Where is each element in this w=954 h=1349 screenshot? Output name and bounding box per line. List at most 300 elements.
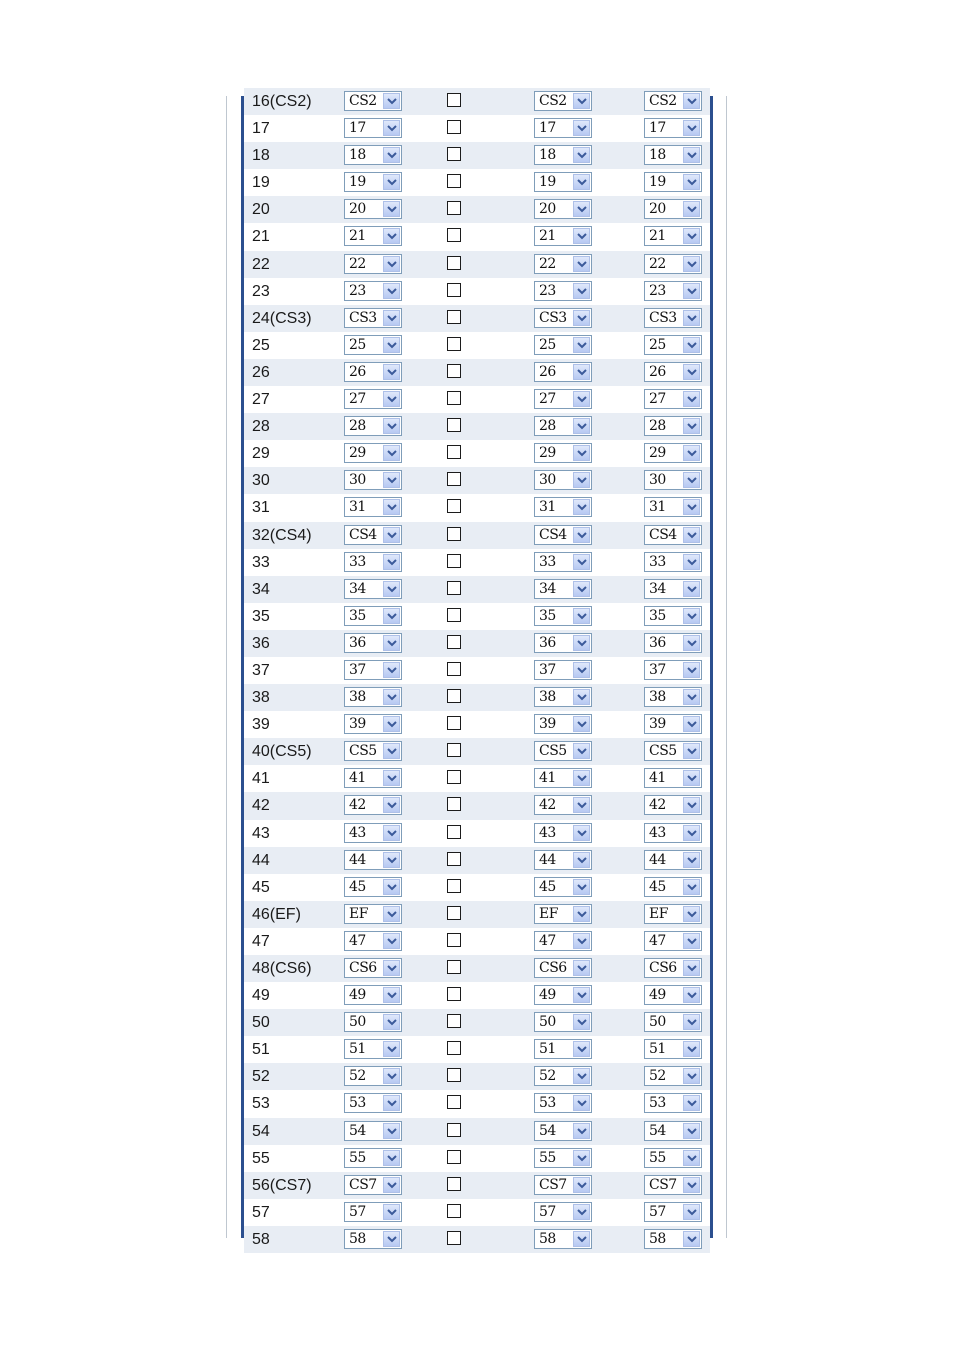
chevron-down-icon[interactable] [383, 472, 400, 488]
chevron-down-icon[interactable] [683, 852, 700, 868]
translate-select[interactable] [344, 389, 402, 409]
chevron-down-icon[interactable] [383, 852, 400, 868]
chevron-down-icon[interactable] [573, 960, 590, 976]
classify-checkbox[interactable] [447, 662, 461, 676]
egress-remap-dp1-select[interactable] [644, 91, 702, 111]
chevron-down-icon[interactable] [683, 201, 700, 217]
egress-remap-dp0-select[interactable] [534, 1039, 592, 1059]
egress-remap-dp1-select[interactable] [644, 443, 702, 463]
chevron-down-icon[interactable] [573, 1177, 590, 1193]
chevron-down-icon[interactable] [383, 445, 400, 461]
egress-remap-dp1-select[interactable] [644, 823, 702, 843]
classify-checkbox[interactable] [447, 879, 461, 893]
translate-select[interactable] [344, 850, 402, 870]
classify-checkbox[interactable] [447, 1095, 461, 1109]
classify-checkbox[interactable] [447, 635, 461, 649]
chevron-down-icon[interactable] [573, 770, 590, 786]
chevron-down-icon[interactable] [573, 228, 590, 244]
chevron-down-icon[interactable] [683, 364, 700, 380]
chevron-down-icon[interactable] [573, 743, 590, 759]
chevron-down-icon[interactable] [573, 527, 590, 543]
chevron-down-icon[interactable] [683, 1231, 700, 1247]
classify-checkbox[interactable] [447, 256, 461, 270]
translate-select[interactable] [344, 1229, 402, 1249]
translate-select[interactable] [344, 281, 402, 301]
chevron-down-icon[interactable] [573, 608, 590, 624]
chevron-down-icon[interactable] [383, 147, 400, 163]
egress-remap-dp1-select[interactable] [644, 1093, 702, 1113]
translate-select[interactable] [344, 714, 402, 734]
chevron-down-icon[interactable] [683, 1177, 700, 1193]
translate-select[interactable] [344, 497, 402, 517]
translate-select[interactable] [344, 931, 402, 951]
translate-select[interactable] [344, 687, 402, 707]
egress-remap-dp1-select[interactable] [644, 1012, 702, 1032]
chevron-down-icon[interactable] [683, 689, 700, 705]
classify-checkbox[interactable] [447, 1231, 461, 1245]
classify-checkbox[interactable] [447, 174, 461, 188]
translate-select[interactable] [344, 823, 402, 843]
classify-checkbox[interactable] [447, 1123, 461, 1137]
chevron-down-icon[interactable] [383, 743, 400, 759]
egress-remap-dp0-select[interactable] [534, 1229, 592, 1249]
chevron-down-icon[interactable] [683, 1014, 700, 1030]
chevron-down-icon[interactable] [383, 337, 400, 353]
egress-remap-dp1-select[interactable] [644, 497, 702, 517]
egress-remap-dp1-select[interactable] [644, 795, 702, 815]
classify-checkbox[interactable] [447, 283, 461, 297]
egress-remap-dp1-select[interactable] [644, 606, 702, 626]
chevron-down-icon[interactable] [683, 1123, 700, 1139]
chevron-down-icon[interactable] [573, 852, 590, 868]
chevron-down-icon[interactable] [383, 960, 400, 976]
classify-checkbox[interactable] [447, 797, 461, 811]
egress-remap-dp1-select[interactable] [644, 1175, 702, 1195]
egress-remap-dp1-select[interactable] [644, 172, 702, 192]
chevron-down-icon[interactable] [383, 1204, 400, 1220]
egress-remap-dp1-select[interactable] [644, 687, 702, 707]
egress-remap-dp0-select[interactable] [534, 118, 592, 138]
translate-select[interactable] [344, 741, 402, 761]
translate-select[interactable] [344, 308, 402, 328]
chevron-down-icon[interactable] [683, 1204, 700, 1220]
chevron-down-icon[interactable] [573, 391, 590, 407]
chevron-down-icon[interactable] [683, 608, 700, 624]
translate-select[interactable] [344, 795, 402, 815]
chevron-down-icon[interactable] [383, 987, 400, 1003]
egress-remap-dp1-select[interactable] [644, 362, 702, 382]
egress-remap-dp1-select[interactable] [644, 714, 702, 734]
classify-checkbox[interactable] [447, 1177, 461, 1191]
chevron-down-icon[interactable] [683, 1068, 700, 1084]
egress-remap-dp0-select[interactable] [534, 931, 592, 951]
chevron-down-icon[interactable] [683, 1041, 700, 1057]
chevron-down-icon[interactable] [573, 635, 590, 651]
egress-remap-dp0-select[interactable] [534, 145, 592, 165]
translate-select[interactable] [344, 985, 402, 1005]
chevron-down-icon[interactable] [683, 635, 700, 651]
translate-select[interactable] [344, 660, 402, 680]
chevron-down-icon[interactable] [683, 418, 700, 434]
egress-remap-dp0-select[interactable] [534, 904, 592, 924]
classify-checkbox[interactable] [447, 554, 461, 568]
translate-select[interactable] [344, 226, 402, 246]
chevron-down-icon[interactable] [383, 879, 400, 895]
egress-remap-dp1-select[interactable] [644, 199, 702, 219]
chevron-down-icon[interactable] [573, 1068, 590, 1084]
egress-remap-dp0-select[interactable] [534, 525, 592, 545]
classify-checkbox[interactable] [447, 418, 461, 432]
egress-remap-dp1-select[interactable] [644, 335, 702, 355]
chevron-down-icon[interactable] [383, 256, 400, 272]
chevron-down-icon[interactable] [683, 391, 700, 407]
chevron-down-icon[interactable] [383, 93, 400, 109]
classify-checkbox[interactable] [447, 825, 461, 839]
chevron-down-icon[interactable] [383, 906, 400, 922]
translate-select[interactable] [344, 199, 402, 219]
egress-remap-dp0-select[interactable] [534, 226, 592, 246]
translate-select[interactable] [344, 1093, 402, 1113]
translate-select[interactable] [344, 768, 402, 788]
egress-remap-dp0-select[interactable] [534, 281, 592, 301]
egress-remap-dp0-select[interactable] [534, 552, 592, 572]
chevron-down-icon[interactable] [573, 1095, 590, 1111]
egress-remap-dp0-select[interactable] [534, 416, 592, 436]
chevron-down-icon[interactable] [383, 554, 400, 570]
chevron-down-icon[interactable] [683, 987, 700, 1003]
chevron-down-icon[interactable] [573, 499, 590, 515]
chevron-down-icon[interactable] [683, 174, 700, 190]
chevron-down-icon[interactable] [573, 1041, 590, 1057]
chevron-down-icon[interactable] [383, 499, 400, 515]
chevron-down-icon[interactable] [383, 608, 400, 624]
translate-select[interactable] [344, 525, 402, 545]
egress-remap-dp0-select[interactable] [534, 308, 592, 328]
egress-remap-dp1-select[interactable] [644, 254, 702, 274]
classify-checkbox[interactable] [447, 987, 461, 1001]
egress-remap-dp1-select[interactable] [644, 118, 702, 138]
egress-remap-dp0-select[interactable] [534, 579, 592, 599]
egress-remap-dp0-select[interactable] [534, 741, 592, 761]
egress-remap-dp1-select[interactable] [644, 145, 702, 165]
chevron-down-icon[interactable] [383, 228, 400, 244]
chevron-down-icon[interactable] [383, 201, 400, 217]
chevron-down-icon[interactable] [573, 283, 590, 299]
chevron-down-icon[interactable] [683, 499, 700, 515]
chevron-down-icon[interactable] [383, 1041, 400, 1057]
chevron-down-icon[interactable] [683, 662, 700, 678]
chevron-down-icon[interactable] [383, 933, 400, 949]
egress-remap-dp1-select[interactable] [644, 281, 702, 301]
classify-checkbox[interactable] [447, 337, 461, 351]
classify-checkbox[interactable] [447, 852, 461, 866]
egress-remap-dp0-select[interactable] [534, 91, 592, 111]
egress-remap-dp1-select[interactable] [644, 633, 702, 653]
egress-remap-dp0-select[interactable] [534, 1066, 592, 1086]
chevron-down-icon[interactable] [683, 147, 700, 163]
egress-remap-dp1-select[interactable] [644, 389, 702, 409]
egress-remap-dp1-select[interactable] [644, 1229, 702, 1249]
egress-remap-dp1-select[interactable] [644, 660, 702, 680]
egress-remap-dp0-select[interactable] [534, 1012, 592, 1032]
translate-select[interactable] [344, 1175, 402, 1195]
translate-select[interactable] [344, 877, 402, 897]
chevron-down-icon[interactable] [683, 581, 700, 597]
chevron-down-icon[interactable] [573, 906, 590, 922]
chevron-down-icon[interactable] [683, 472, 700, 488]
translate-select[interactable] [344, 958, 402, 978]
chevron-down-icon[interactable] [383, 1177, 400, 1193]
egress-remap-dp0-select[interactable] [534, 1202, 592, 1222]
chevron-down-icon[interactable] [573, 662, 590, 678]
chevron-down-icon[interactable] [573, 310, 590, 326]
chevron-down-icon[interactable] [383, 797, 400, 813]
egress-remap-dp1-select[interactable] [644, 525, 702, 545]
chevron-down-icon[interactable] [573, 987, 590, 1003]
classify-checkbox[interactable] [447, 391, 461, 405]
translate-select[interactable] [344, 552, 402, 572]
egress-remap-dp1-select[interactable] [644, 552, 702, 572]
chevron-down-icon[interactable] [383, 283, 400, 299]
chevron-down-icon[interactable] [573, 1150, 590, 1166]
chevron-down-icon[interactable] [383, 1095, 400, 1111]
chevron-down-icon[interactable] [573, 554, 590, 570]
translate-select[interactable] [344, 904, 402, 924]
classify-checkbox[interactable] [447, 364, 461, 378]
classify-checkbox[interactable] [447, 147, 461, 161]
classify-checkbox[interactable] [447, 743, 461, 757]
translate-select[interactable] [344, 91, 402, 111]
egress-remap-dp0-select[interactable] [534, 335, 592, 355]
chevron-down-icon[interactable] [573, 201, 590, 217]
chevron-down-icon[interactable] [383, 174, 400, 190]
chevron-down-icon[interactable] [573, 1231, 590, 1247]
chevron-down-icon[interactable] [683, 228, 700, 244]
egress-remap-dp0-select[interactable] [534, 985, 592, 1005]
chevron-down-icon[interactable] [383, 689, 400, 705]
chevron-down-icon[interactable] [573, 1014, 590, 1030]
translate-select[interactable] [344, 362, 402, 382]
chevron-down-icon[interactable] [383, 364, 400, 380]
chevron-down-icon[interactable] [683, 906, 700, 922]
translate-select[interactable] [344, 1039, 402, 1059]
classify-checkbox[interactable] [447, 201, 461, 215]
chevron-down-icon[interactable] [573, 879, 590, 895]
translate-select[interactable] [344, 254, 402, 274]
egress-remap-dp0-select[interactable] [534, 606, 592, 626]
chevron-down-icon[interactable] [383, 1231, 400, 1247]
chevron-down-icon[interactable] [383, 120, 400, 136]
chevron-down-icon[interactable] [573, 689, 590, 705]
chevron-down-icon[interactable] [573, 93, 590, 109]
egress-remap-dp1-select[interactable] [644, 904, 702, 924]
egress-remap-dp0-select[interactable] [534, 389, 592, 409]
egress-remap-dp0-select[interactable] [534, 254, 592, 274]
chevron-down-icon[interactable] [573, 256, 590, 272]
classify-checkbox[interactable] [447, 1041, 461, 1055]
egress-remap-dp1-select[interactable] [644, 877, 702, 897]
classify-checkbox[interactable] [447, 1068, 461, 1082]
chevron-down-icon[interactable] [683, 445, 700, 461]
chevron-down-icon[interactable] [683, 527, 700, 543]
chevron-down-icon[interactable] [573, 418, 590, 434]
chevron-down-icon[interactable] [683, 93, 700, 109]
classify-checkbox[interactable] [447, 228, 461, 242]
translate-select[interactable] [344, 606, 402, 626]
classify-checkbox[interactable] [447, 310, 461, 324]
classify-checkbox[interactable] [447, 499, 461, 513]
egress-remap-dp1-select[interactable] [644, 741, 702, 761]
translate-select[interactable] [344, 145, 402, 165]
classify-checkbox[interactable] [447, 716, 461, 730]
chevron-down-icon[interactable] [683, 797, 700, 813]
translate-select[interactable] [344, 1202, 402, 1222]
chevron-down-icon[interactable] [383, 716, 400, 732]
egress-remap-dp1-select[interactable] [644, 1121, 702, 1141]
chevron-down-icon[interactable] [383, 527, 400, 543]
classify-checkbox[interactable] [447, 689, 461, 703]
egress-remap-dp1-select[interactable] [644, 958, 702, 978]
chevron-down-icon[interactable] [683, 120, 700, 136]
chevron-down-icon[interactable] [573, 797, 590, 813]
egress-remap-dp1-select[interactable] [644, 768, 702, 788]
chevron-down-icon[interactable] [573, 120, 590, 136]
egress-remap-dp0-select[interactable] [534, 172, 592, 192]
chevron-down-icon[interactable] [573, 1123, 590, 1139]
chevron-down-icon[interactable] [383, 770, 400, 786]
egress-remap-dp0-select[interactable] [534, 199, 592, 219]
chevron-down-icon[interactable] [383, 825, 400, 841]
chevron-down-icon[interactable] [683, 825, 700, 841]
chevron-down-icon[interactable] [383, 635, 400, 651]
chevron-down-icon[interactable] [683, 1150, 700, 1166]
chevron-down-icon[interactable] [573, 472, 590, 488]
egress-remap-dp1-select[interactable] [644, 416, 702, 436]
egress-remap-dp0-select[interactable] [534, 823, 592, 843]
egress-remap-dp1-select[interactable] [644, 470, 702, 490]
chevron-down-icon[interactable] [573, 174, 590, 190]
translate-select[interactable] [344, 1066, 402, 1086]
egress-remap-dp0-select[interactable] [534, 633, 592, 653]
classify-checkbox[interactable] [447, 445, 461, 459]
chevron-down-icon[interactable] [383, 581, 400, 597]
chevron-down-icon[interactable] [573, 364, 590, 380]
classify-checkbox[interactable] [447, 960, 461, 974]
egress-remap-dp1-select[interactable] [644, 1202, 702, 1222]
classify-checkbox[interactable] [447, 906, 461, 920]
chevron-down-icon[interactable] [383, 391, 400, 407]
chevron-down-icon[interactable] [683, 743, 700, 759]
translate-select[interactable] [344, 1012, 402, 1032]
egress-remap-dp0-select[interactable] [534, 1121, 592, 1141]
chevron-down-icon[interactable] [573, 825, 590, 841]
chevron-down-icon[interactable] [383, 662, 400, 678]
translate-select[interactable] [344, 443, 402, 463]
chevron-down-icon[interactable] [683, 283, 700, 299]
chevron-down-icon[interactable] [683, 960, 700, 976]
egress-remap-dp0-select[interactable] [534, 1148, 592, 1168]
chevron-down-icon[interactable] [683, 879, 700, 895]
translate-select[interactable] [344, 579, 402, 599]
chevron-down-icon[interactable] [683, 337, 700, 353]
classify-checkbox[interactable] [447, 1150, 461, 1164]
translate-select[interactable] [344, 416, 402, 436]
chevron-down-icon[interactable] [573, 581, 590, 597]
translate-select[interactable] [344, 470, 402, 490]
classify-checkbox[interactable] [447, 472, 461, 486]
translate-select[interactable] [344, 633, 402, 653]
egress-remap-dp0-select[interactable] [534, 443, 592, 463]
egress-remap-dp1-select[interactable] [644, 931, 702, 951]
egress-remap-dp0-select[interactable] [534, 850, 592, 870]
classify-checkbox[interactable] [447, 581, 461, 595]
translate-select[interactable] [344, 1148, 402, 1168]
chevron-down-icon[interactable] [683, 310, 700, 326]
egress-remap-dp0-select[interactable] [534, 1093, 592, 1113]
egress-remap-dp1-select[interactable] [644, 1039, 702, 1059]
chevron-down-icon[interactable] [573, 445, 590, 461]
egress-remap-dp0-select[interactable] [534, 687, 592, 707]
egress-remap-dp0-select[interactable] [534, 1175, 592, 1195]
classify-checkbox[interactable] [447, 608, 461, 622]
chevron-down-icon[interactable] [383, 1014, 400, 1030]
chevron-down-icon[interactable] [683, 770, 700, 786]
egress-remap-dp1-select[interactable] [644, 985, 702, 1005]
egress-remap-dp0-select[interactable] [534, 714, 592, 734]
chevron-down-icon[interactable] [683, 1095, 700, 1111]
classify-checkbox[interactable] [447, 120, 461, 134]
egress-remap-dp0-select[interactable] [534, 768, 592, 788]
egress-remap-dp0-select[interactable] [534, 958, 592, 978]
egress-remap-dp1-select[interactable] [644, 308, 702, 328]
egress-remap-dp0-select[interactable] [534, 362, 592, 382]
egress-remap-dp0-select[interactable] [534, 795, 592, 815]
egress-remap-dp0-select[interactable] [534, 877, 592, 897]
chevron-down-icon[interactable] [573, 716, 590, 732]
chevron-down-icon[interactable] [383, 1123, 400, 1139]
chevron-down-icon[interactable] [383, 418, 400, 434]
chevron-down-icon[interactable] [683, 716, 700, 732]
chevron-down-icon[interactable] [383, 1068, 400, 1084]
translate-select[interactable] [344, 118, 402, 138]
egress-remap-dp0-select[interactable] [534, 660, 592, 680]
chevron-down-icon[interactable] [683, 554, 700, 570]
chevron-down-icon[interactable] [683, 256, 700, 272]
chevron-down-icon[interactable] [573, 933, 590, 949]
egress-remap-dp0-select[interactable] [534, 497, 592, 517]
translate-select[interactable] [344, 1121, 402, 1141]
translate-select[interactable] [344, 335, 402, 355]
egress-remap-dp1-select[interactable] [644, 1148, 702, 1168]
chevron-down-icon[interactable] [383, 1150, 400, 1166]
classify-checkbox[interactable] [447, 527, 461, 541]
egress-remap-dp1-select[interactable] [644, 1066, 702, 1086]
egress-remap-dp1-select[interactable] [644, 850, 702, 870]
classify-checkbox[interactable] [447, 770, 461, 784]
chevron-down-icon[interactable] [573, 1204, 590, 1220]
chevron-down-icon[interactable] [683, 933, 700, 949]
chevron-down-icon[interactable] [573, 147, 590, 163]
egress-remap-dp0-select[interactable] [534, 470, 592, 490]
classify-checkbox[interactable] [447, 933, 461, 947]
translate-select[interactable] [344, 172, 402, 192]
chevron-down-icon[interactable] [573, 337, 590, 353]
classify-checkbox[interactable] [447, 1014, 461, 1028]
egress-remap-dp1-select[interactable] [644, 579, 702, 599]
classify-checkbox[interactable] [447, 93, 461, 107]
egress-remap-dp1-select[interactable] [644, 226, 702, 246]
classify-checkbox[interactable] [447, 1204, 461, 1218]
